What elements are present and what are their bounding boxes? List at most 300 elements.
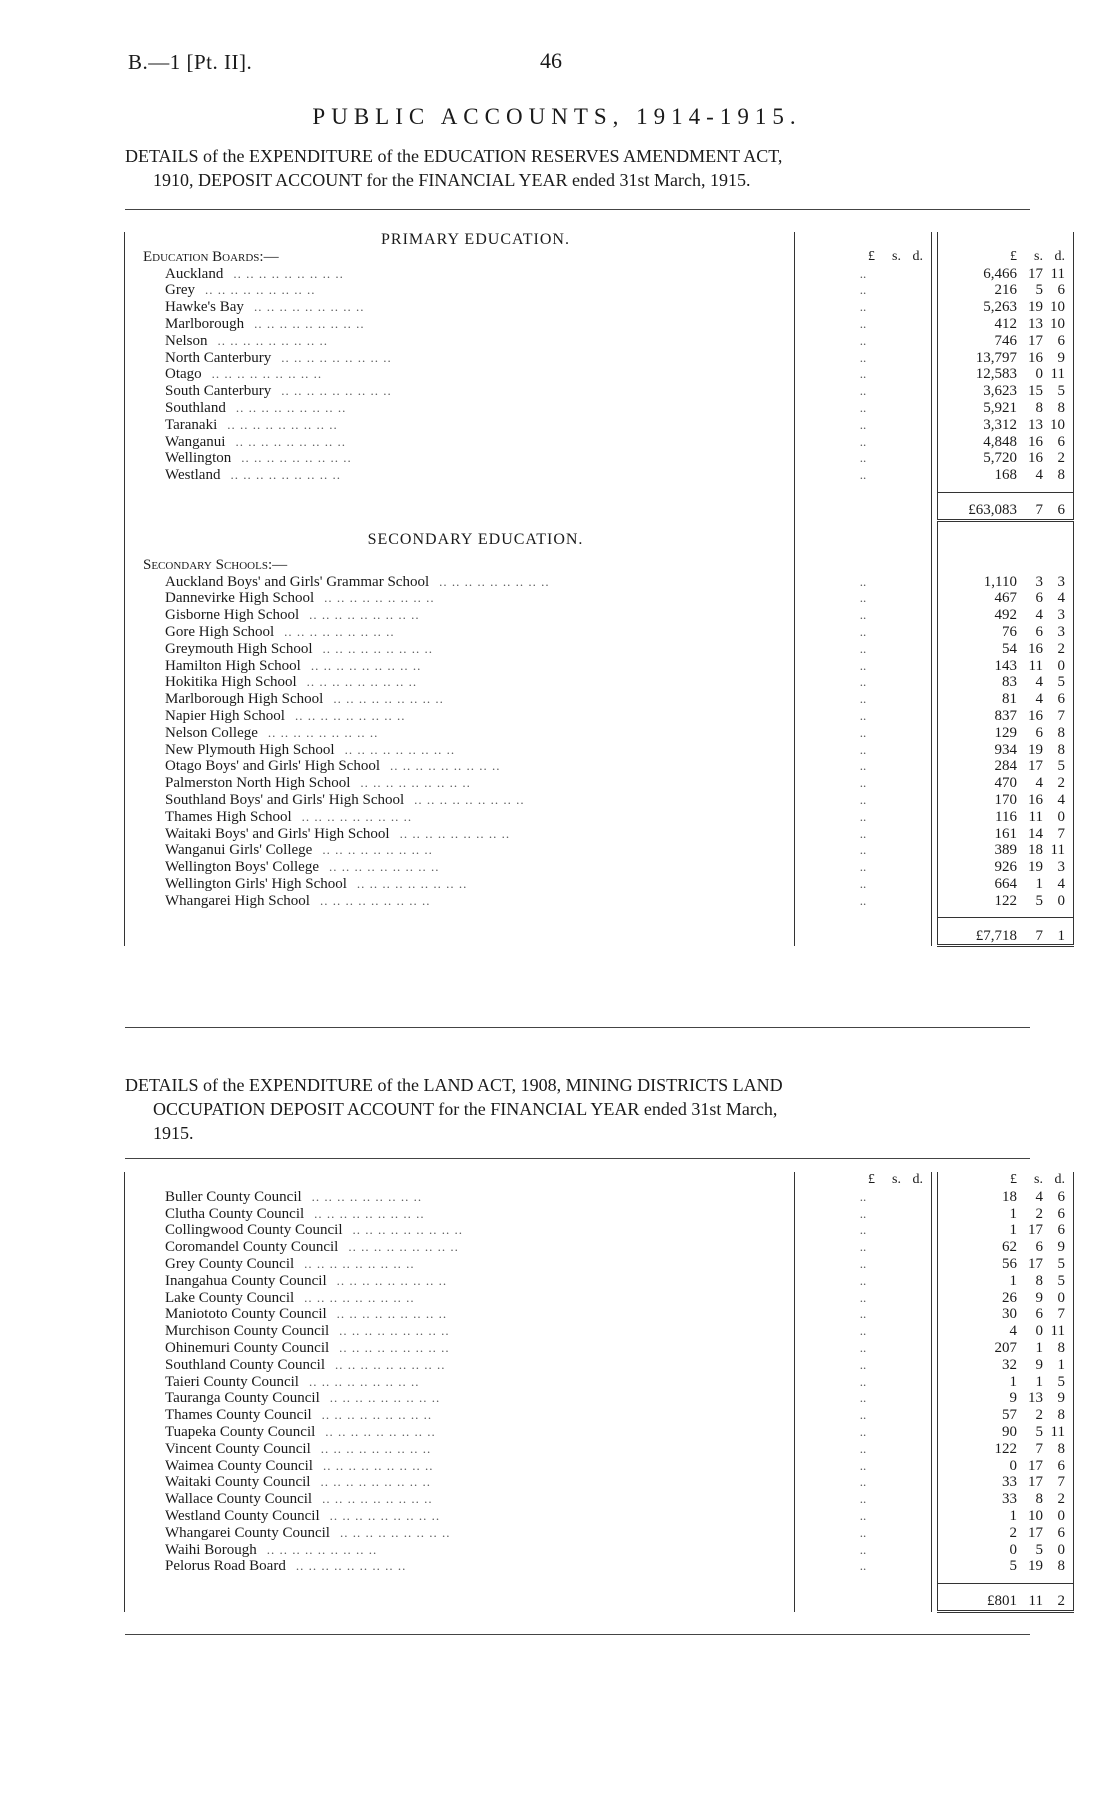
leader-dots: .. .. .. .. .. .. .. .. ..	[235, 399, 347, 415]
table-row	[125, 467, 1074, 484]
pounds-value: 470	[994, 775, 1017, 792]
row-name: Waitaki County Council	[165, 1474, 311, 1491]
mid-cell: ..	[795, 1491, 932, 1508]
amount	[938, 1474, 1074, 1491]
amount-group	[938, 1458, 1073, 1475]
row-label	[125, 400, 795, 417]
amount	[938, 467, 1074, 484]
row-name: Murchison County Council	[165, 1323, 330, 1340]
table-row	[125, 1340, 1074, 1357]
row-name: Marlborough	[165, 315, 245, 332]
section1-title-line1: DETAILS of the EXPENDITURE of the EDUCATION RESERVES AMENDMENT ACT,	[125, 146, 783, 166]
shillings-value: 9	[1035, 1356, 1043, 1373]
amount	[938, 282, 1074, 299]
pence-value: 5	[1057, 1373, 1065, 1390]
amount-group	[938, 350, 1073, 367]
pence-value: 6	[1057, 332, 1065, 349]
row-label	[125, 417, 795, 434]
pounds-value: 412	[994, 315, 1017, 332]
shillings-value: 1	[1035, 875, 1043, 892]
leader-dots: .. .. .. .. .. .. .. .. ..	[311, 1188, 423, 1204]
shillings-value: 19	[1028, 299, 1043, 316]
amount	[938, 1306, 1074, 1323]
row-name: Wanganui	[165, 433, 226, 450]
pence-value: 1	[1057, 1356, 1065, 1373]
pence-value: 7	[1057, 1306, 1065, 1323]
amount	[938, 1290, 1074, 1307]
row-name: Nelson	[165, 332, 208, 349]
row-label	[125, 1256, 795, 1273]
row-label	[125, 1306, 795, 1323]
pence-value: 5	[1057, 1255, 1065, 1272]
amount-group	[938, 1256, 1073, 1273]
row-label	[125, 775, 795, 792]
section2-title-line2: OCCUPATION DEPOSIT ACCOUNT for the FINANCIAL YEAR ended 31st March,	[153, 1099, 778, 1119]
table-row	[125, 607, 1074, 624]
subheading: PRIMARY EDUCATION.	[125, 232, 795, 249]
row-name: Waimea County Council	[165, 1457, 313, 1474]
row-label	[125, 1323, 795, 1340]
amount	[938, 1206, 1074, 1223]
mid-cell: ..	[795, 590, 932, 607]
total-row	[125, 1584, 1074, 1612]
pence-value: 8	[1057, 399, 1065, 416]
amount	[938, 725, 1074, 742]
leader-dots: .. .. .. .. .. .. .. .. ..	[235, 433, 346, 449]
total-row	[125, 918, 1074, 946]
pounds-value: 2	[1009, 1524, 1017, 1541]
row-name: Tuapeka County Council	[165, 1423, 316, 1440]
amount-group	[938, 282, 1073, 299]
leader-dots: .. .. .. .. .. .. .. .. ..	[230, 467, 341, 483]
spacer-cell	[938, 1575, 1074, 1584]
amount-group	[938, 1189, 1073, 1206]
table-row	[125, 383, 1074, 400]
leader-dots: .. .. .. .. .. .. .. .. ..	[281, 383, 392, 399]
table-row	[125, 1458, 1074, 1475]
pence-value: 2	[1057, 450, 1065, 467]
shillings-header: s.	[892, 1172, 901, 1187]
table-row	[125, 893, 1074, 910]
pounds-header: £	[868, 1172, 875, 1187]
mid-cell: ..	[795, 1340, 932, 1357]
pounds-value: 492	[994, 607, 1017, 624]
table-row	[125, 641, 1074, 658]
mid-cell: ..	[795, 607, 932, 624]
row-name: Auckland Boys' and Girls' Grammar School	[165, 573, 430, 590]
mid-cell: ..	[795, 350, 932, 367]
pounds-value: 216	[994, 282, 1017, 299]
amt-cell	[938, 232, 1074, 249]
leader-dots: .. .. .. .. .. .. .. .. ..	[322, 842, 433, 858]
group-label: Secondary Schools:—	[125, 557, 795, 574]
mid-cell: ..	[795, 758, 932, 775]
row-label	[125, 691, 795, 708]
pounds-value: 284	[994, 758, 1017, 775]
amount-group	[938, 417, 1073, 434]
top-rule	[125, 209, 1030, 210]
amount-group	[938, 1306, 1073, 1323]
section2-title-line1: DETAILS of the EXPENDITURE of the LAND ACT, 1908, MINING DISTRICTS LAND	[125, 1075, 783, 1095]
amount-group	[938, 658, 1073, 675]
spacer-cell	[795, 909, 932, 918]
pounds-value: 467	[994, 590, 1017, 607]
row-label	[125, 1189, 795, 1206]
mid-cell: ..	[795, 641, 932, 658]
shillings-value: 4	[1035, 467, 1043, 484]
mid-cell: ..	[795, 299, 932, 316]
amount	[938, 1323, 1074, 1340]
header-row	[125, 1172, 1074, 1189]
row-label	[125, 674, 795, 691]
leader-dots: .. .. .. .. .. .. .. .. ..	[281, 349, 392, 365]
leader-dots: .. .. .. .. .. .. .. .. ..	[324, 590, 435, 606]
pence-value: 0	[1057, 808, 1065, 825]
shillings-value: 8	[1035, 399, 1043, 416]
row-name: Marlborough High School	[165, 691, 324, 708]
pence-value: 6	[1057, 282, 1065, 299]
row-name: Grey	[165, 282, 195, 299]
mid-cell	[795, 918, 932, 946]
amount-group	[938, 1593, 1073, 1610]
amount	[938, 590, 1074, 607]
leader-dots: .. .. .. .. .. .. .. .. ..	[253, 299, 365, 315]
amount	[938, 350, 1074, 367]
mid-cell	[795, 1584, 932, 1612]
amount-group	[938, 1424, 1073, 1441]
table-row	[125, 658, 1074, 675]
amount	[938, 1558, 1074, 1575]
currency-header-group	[795, 1172, 931, 1189]
spacer-cell	[938, 484, 1074, 493]
shillings-value: 1	[1035, 1339, 1043, 1356]
row-name: Ohinemuri County Council	[165, 1339, 330, 1356]
shillings-value: 5	[1035, 1423, 1043, 1440]
shillings-value: 16	[1028, 349, 1043, 366]
section1-title	[125, 144, 1030, 192]
pounds-value: 926	[994, 859, 1017, 876]
pounds-value: 122	[994, 892, 1017, 909]
row-label	[125, 624, 795, 641]
table-row	[125, 1441, 1074, 1458]
amount-group	[938, 1390, 1073, 1407]
pounds-value: 12,583	[975, 366, 1017, 383]
pounds-value: 18	[1002, 1188, 1017, 1205]
shillings-value: 7	[1035, 1440, 1043, 1457]
mid-cell: ..	[795, 1374, 932, 1391]
shillings-value: 4	[1035, 1188, 1043, 1205]
amount-group	[938, 1508, 1073, 1525]
shillings-value: 17	[1028, 1222, 1043, 1239]
pence-value: 0	[1057, 892, 1065, 909]
row-name: Southland	[165, 399, 226, 416]
shillings-value: 17	[1028, 1524, 1043, 1541]
shillings-value: 11	[1028, 1593, 1043, 1610]
row-label	[125, 641, 795, 658]
table-row	[125, 1390, 1074, 1407]
pounds-value: 26	[1002, 1289, 1017, 1306]
amount	[938, 742, 1074, 759]
row-label	[125, 1239, 795, 1256]
amount	[938, 1542, 1074, 1559]
pounds-value: 122	[994, 1440, 1017, 1457]
mid-cell: ..	[795, 1441, 932, 1458]
row-label	[125, 725, 795, 742]
shillings-header: s.	[892, 248, 901, 264]
education-reserves-table	[124, 232, 1074, 947]
pounds-value: 1	[1009, 1205, 1017, 1222]
row-name: Wanganui Girls' College	[165, 842, 313, 859]
leader-dots: .. .. .. .. .. .. .. .. ..	[314, 1205, 425, 1221]
spacer-cell	[795, 520, 932, 532]
row-label	[125, 1558, 795, 1575]
total-amount	[938, 492, 1074, 520]
pounds-value: 1	[1009, 1272, 1017, 1289]
pence-value: 8	[1057, 467, 1065, 484]
pence-value: 6	[1057, 502, 1065, 519]
mid-cell: ..	[795, 725, 932, 742]
leader-dots: .. .. .. .. .. .. .. .. ..	[295, 1558, 407, 1574]
amount-group	[938, 842, 1073, 859]
row-name: Wallace County Council	[165, 1491, 313, 1508]
mid-cell: ..	[795, 842, 932, 859]
pence-value: 6	[1057, 433, 1065, 450]
leader-dots: .. .. .. .. .. .. .. .. ..	[339, 1339, 450, 1355]
shillings-value: 10	[1028, 1507, 1043, 1524]
mid-cell: ..	[795, 775, 932, 792]
amount-group	[938, 876, 1073, 893]
amount	[938, 1508, 1074, 1525]
leader-dots: .. .. .. .. .. .. .. .. ..	[399, 825, 511, 841]
pounds-value: 168	[994, 467, 1017, 484]
shillings-value: 5	[1035, 282, 1043, 299]
amount-group	[938, 502, 1073, 519]
row-label	[125, 1290, 795, 1307]
row-label	[125, 266, 795, 283]
mid-cell	[795, 232, 932, 249]
row-label	[125, 842, 795, 859]
table-row	[125, 282, 1074, 299]
shillings-value: 6	[1035, 1306, 1043, 1323]
shillings-header: s.	[1034, 1172, 1043, 1187]
row-label	[125, 383, 795, 400]
mid-cell: ..	[795, 266, 932, 283]
pence-value: 9	[1057, 1239, 1065, 1256]
mid-cell: ..	[795, 1424, 932, 1441]
total-amount	[938, 918, 1074, 946]
amount-group	[938, 742, 1073, 759]
pounds-value: 3,623	[983, 383, 1017, 400]
leader-dots: .. .. .. .. .. .. .. .. ..	[211, 366, 323, 382]
mid-cell: ..	[795, 1256, 932, 1273]
section1-title-line2: 1910, DEPOSIT ACCOUNT for the FINANCIAL YEAR ended 31st March, 1915.	[153, 170, 751, 190]
leader-dots: .. .. .. .. .. .. .. .. ..	[205, 282, 316, 298]
pounds-value: 32	[1002, 1356, 1017, 1373]
shillings-value: 2	[1035, 1407, 1043, 1424]
leader-dots: .. .. .. .. .. .. .. .. ..	[304, 1289, 415, 1305]
amount-group	[938, 1323, 1073, 1340]
mid-cell: ..	[795, 1474, 932, 1491]
shillings-value: 11	[1028, 657, 1043, 674]
amount-group	[938, 624, 1073, 641]
total-amount	[938, 1584, 1074, 1612]
row-name: Auckland	[165, 265, 224, 282]
amount	[938, 1458, 1074, 1475]
table-row	[125, 1542, 1074, 1559]
leader-dots: .. .. .. .. .. .. .. .. ..	[254, 315, 365, 331]
row-name: Grey County Council	[165, 1255, 295, 1272]
mid-cell: ..	[795, 708, 932, 725]
shillings-value: 8	[1035, 1491, 1043, 1508]
row-label	[125, 742, 795, 759]
currency-header-group	[795, 249, 931, 266]
table-row	[125, 400, 1074, 417]
leader-dots: .. .. .. .. .. .. .. .. ..	[333, 691, 444, 707]
currency-header-group	[938, 1172, 1073, 1189]
table-row	[125, 1357, 1074, 1374]
shillings-value: 11	[1028, 808, 1043, 825]
row-label	[125, 792, 795, 809]
row-label	[125, 333, 795, 350]
amount	[938, 792, 1074, 809]
shillings-value: 3	[1035, 573, 1043, 590]
leader-dots: .. .. .. .. .. .. .. .. ..	[319, 892, 431, 908]
pence-value: 6	[1057, 1222, 1065, 1239]
amount-group	[938, 859, 1073, 876]
pence-value: 0	[1057, 1541, 1065, 1558]
pounds-header: £	[868, 248, 875, 264]
leader-dots: .. .. .. .. .. .. .. .. ..	[339, 1323, 450, 1339]
pence-value: 3	[1057, 607, 1065, 624]
pence-value: 8	[1057, 1339, 1065, 1356]
pounds-value: 81	[1002, 691, 1017, 708]
pence-value: 2	[1057, 775, 1065, 792]
amount	[938, 400, 1074, 417]
row-label	[125, 1508, 795, 1525]
spacer-row	[125, 1575, 1074, 1584]
spacer-cell	[125, 1575, 795, 1584]
spacer-row	[125, 909, 1074, 918]
mid-cell: ..	[795, 1239, 932, 1256]
amount	[938, 1441, 1074, 1458]
amount	[938, 266, 1074, 283]
mid-cell: ..	[795, 859, 932, 876]
mid-cell: ..	[795, 1306, 932, 1323]
table-row	[125, 792, 1074, 809]
leader-dots: .. .. .. .. .. .. .. .. ..	[309, 607, 420, 623]
leader-dots: .. .. .. .. .. .. .. .. ..	[301, 808, 413, 824]
mid-cell: ..	[795, 1222, 932, 1239]
pounds-value: 5,263	[983, 299, 1017, 316]
row-label	[125, 350, 795, 367]
pounds-value: £63,083	[968, 502, 1017, 519]
row-label	[125, 1357, 795, 1374]
amount-group	[938, 366, 1073, 383]
table-row	[125, 758, 1074, 775]
currency-header	[938, 1172, 1074, 1189]
mid-rule	[125, 1027, 1030, 1028]
leader-dots: .. .. .. .. .. .. .. .. ..	[329, 1507, 441, 1523]
spacer-cell	[125, 549, 795, 557]
shillings-value: 17	[1028, 332, 1043, 349]
shillings-value: 7	[1035, 927, 1043, 944]
pence-value: 2	[1057, 1491, 1065, 1508]
pounds-value: 4,848	[983, 433, 1017, 450]
row-label	[125, 1474, 795, 1491]
row-name: Thames High School	[165, 808, 292, 825]
mid-cell: ..	[795, 450, 932, 467]
mid-cell	[795, 557, 932, 574]
amount	[938, 674, 1074, 691]
amount-group	[938, 574, 1073, 591]
spacer-cell	[795, 1575, 932, 1584]
amount-group	[938, 607, 1073, 624]
leader-dots: .. .. .. .. .. .. .. .. ..	[439, 573, 550, 589]
table-row	[125, 775, 1074, 792]
amount-group	[938, 1273, 1073, 1290]
amount	[938, 450, 1074, 467]
spacer-cell	[938, 549, 1074, 557]
leader-dots: .. .. .. .. .. .. .. .. ..	[233, 265, 344, 281]
amt-cell	[938, 532, 1074, 549]
mid-cell: ..	[795, 574, 932, 591]
leader-dots: .. .. .. .. .. .. .. .. ..	[335, 1356, 446, 1372]
pounds-value: 1	[1009, 1373, 1017, 1390]
table-row	[125, 1491, 1074, 1508]
pence-value: 8	[1057, 1407, 1065, 1424]
shillings-value: 17	[1028, 758, 1043, 775]
row-name: Waitaki Boys' and Girls' High School	[165, 825, 390, 842]
amount	[938, 1239, 1074, 1256]
pence-value: 0	[1057, 657, 1065, 674]
mid-cell: ..	[795, 1407, 932, 1424]
row-name: Taieri County Council	[165, 1373, 299, 1390]
row-label	[125, 1273, 795, 1290]
amount	[938, 1357, 1074, 1374]
shillings-value: 6	[1035, 590, 1043, 607]
amount-group	[938, 1290, 1073, 1307]
shillings-value: 1	[1035, 1373, 1043, 1390]
pence-value: 5	[1057, 758, 1065, 775]
mid-cell: ..	[795, 1390, 932, 1407]
row-label	[125, 1340, 795, 1357]
leader-dots: .. .. .. .. .. .. .. .. ..	[241, 450, 352, 466]
row-name: Hawke's Bay	[165, 299, 244, 316]
pounds-value: 664	[994, 875, 1017, 892]
pence-header: d.	[1054, 248, 1065, 264]
row-label	[125, 1407, 795, 1424]
row-name: Coromandel County Council	[165, 1239, 339, 1256]
pounds-value: 54	[1002, 640, 1017, 657]
table-row	[125, 366, 1074, 383]
amount	[938, 1256, 1074, 1273]
leader-dots: .. .. .. .. .. .. .. .. ..	[360, 775, 471, 791]
amount	[938, 859, 1074, 876]
table-row	[125, 1323, 1074, 1340]
shillings-value: 19	[1028, 1558, 1043, 1575]
row-label	[125, 1424, 795, 1441]
pence-value: 5	[1057, 1272, 1065, 1289]
amount-group	[938, 383, 1073, 400]
leader-dots: .. .. .. .. .. .. .. .. ..	[267, 724, 379, 740]
row-label	[125, 590, 795, 607]
shillings-value: 16	[1028, 450, 1043, 467]
shillings-value: 16	[1028, 433, 1043, 450]
table-row	[125, 333, 1074, 350]
amount-group	[938, 316, 1073, 333]
row-name: Dannevirke High School	[165, 590, 315, 607]
table-row	[125, 624, 1074, 641]
